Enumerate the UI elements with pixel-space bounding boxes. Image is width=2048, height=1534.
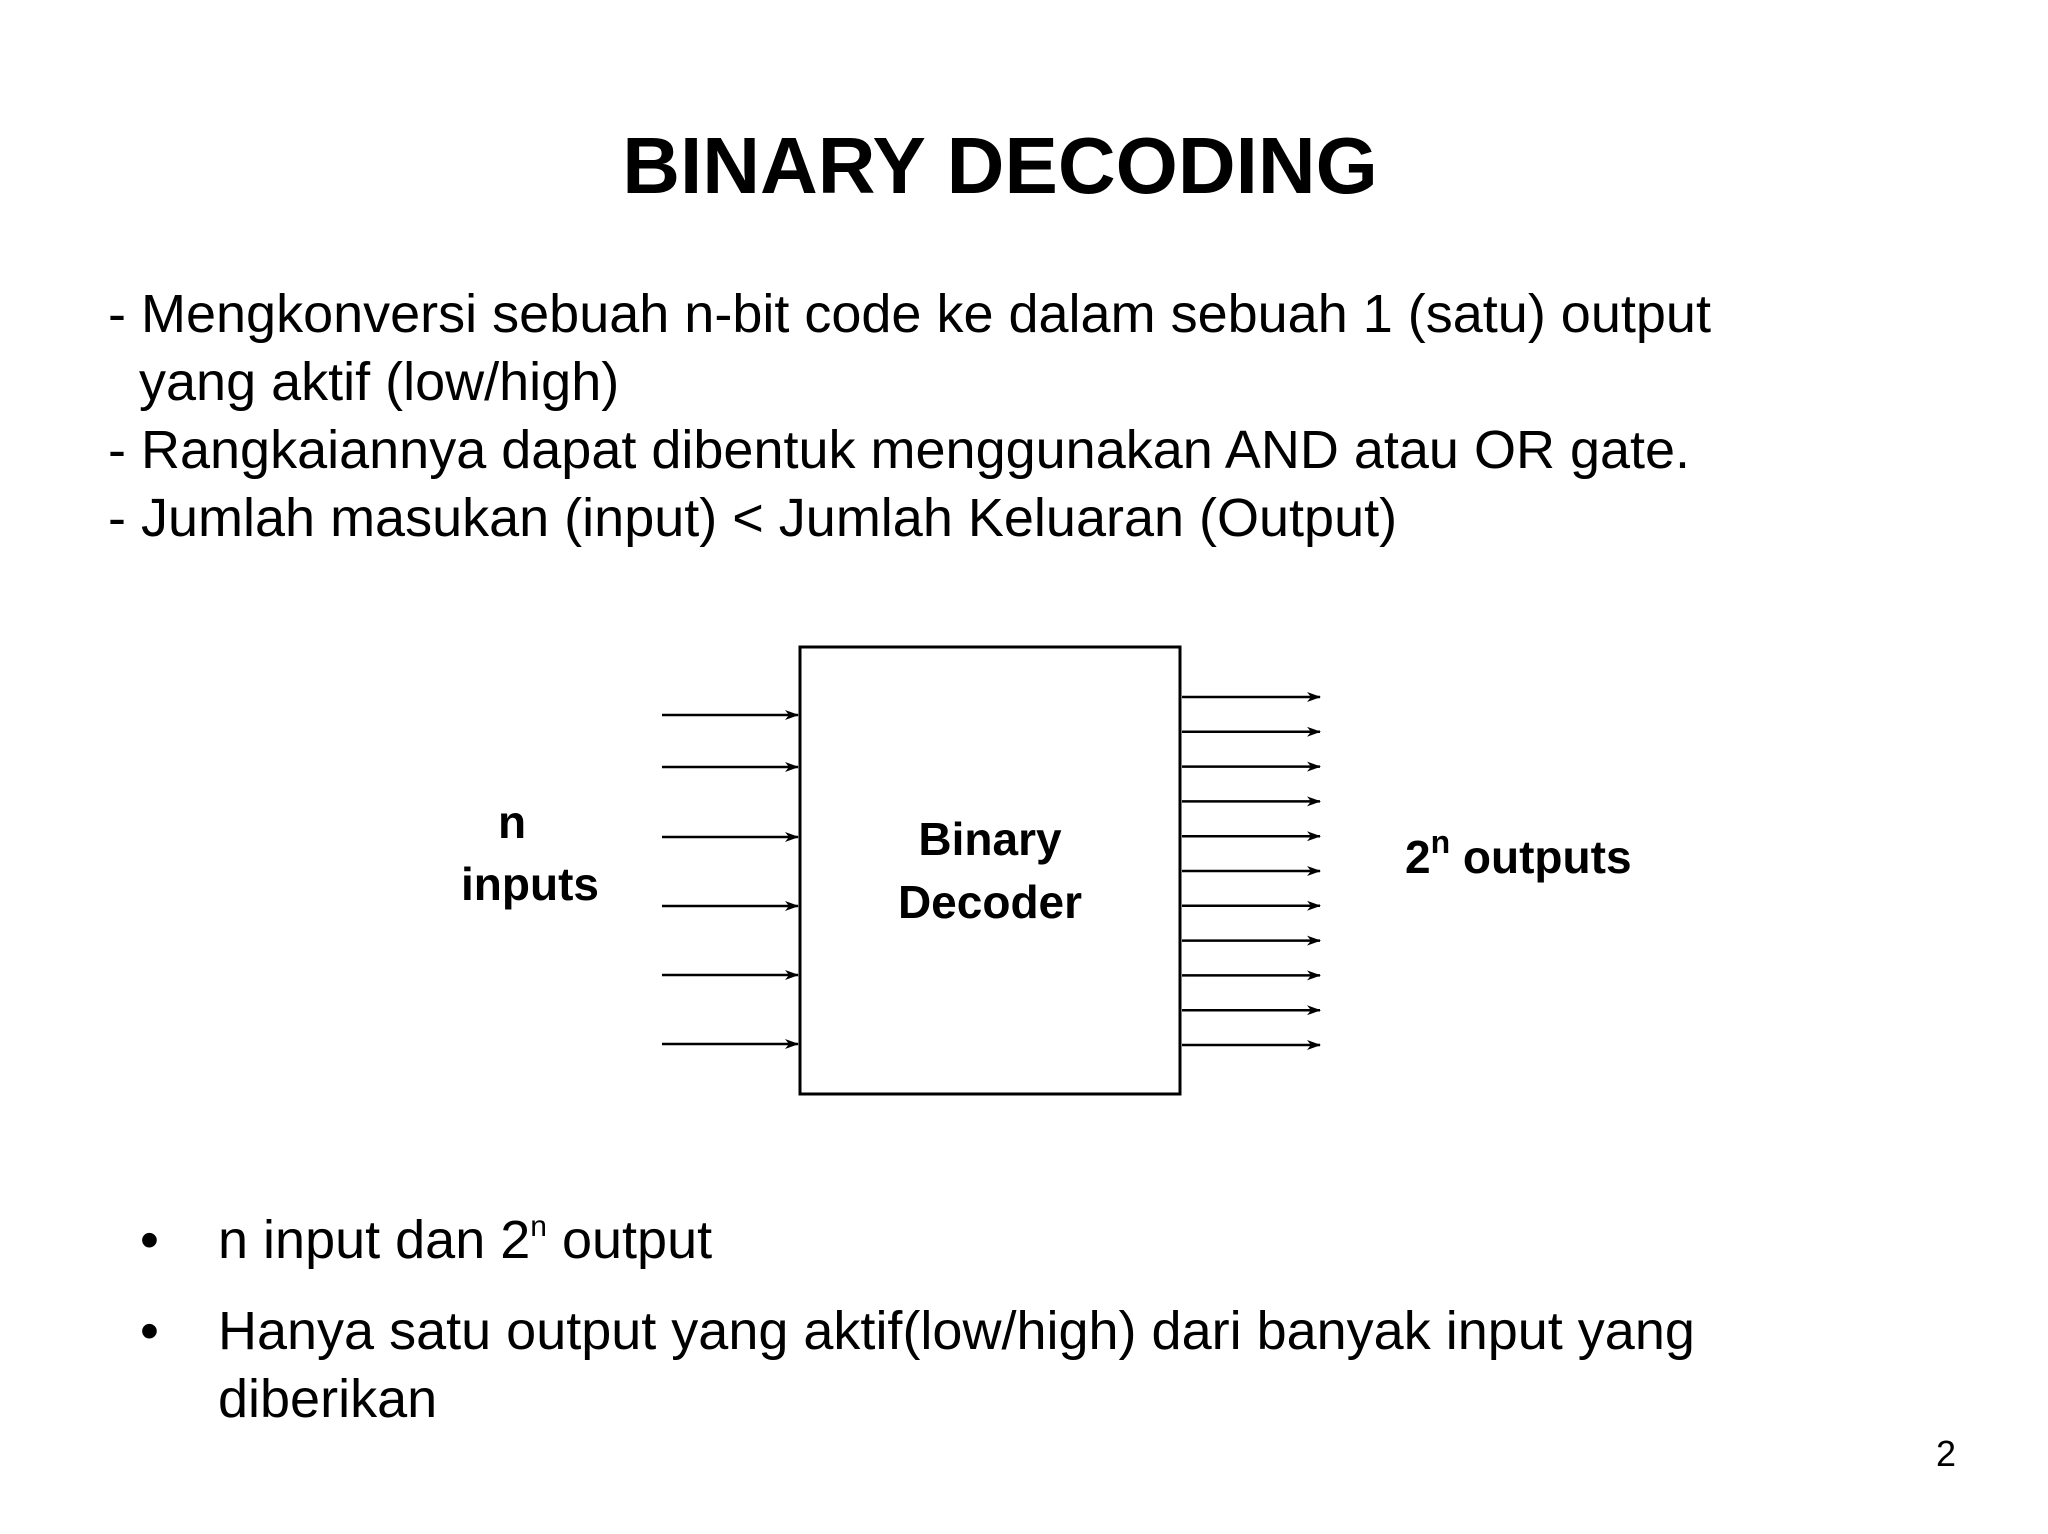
bullet-item-1: [140, 1206, 1840, 1283]
outputs-label: [1405, 824, 1632, 883]
page-number: 2: [1935, 1433, 1956, 1474]
bullet-2-text: Hanya satu output yang aktif(low/high) dari banyak input yang diberikan: [218, 1301, 1695, 1429]
outputs-label-text: outputs: [1450, 831, 1632, 883]
inputs-label-n: n: [497, 796, 527, 848]
output-arrows: [1182, 697, 1320, 1045]
bullet-1-text-post: output: [546, 1210, 713, 1270]
bullet-item-2: [140, 1297, 1840, 1433]
block-label-decoder: Decoder: [897, 876, 1083, 928]
slide-title: BINARY DECODING: [622, 121, 1378, 210]
outputs-label-base: 2: [1405, 831, 1431, 883]
point-1-line-1: - Mengkonversi sebuah n-bit code ke dalam sebuah 1 (satu) output: [108, 284, 1711, 344]
outputs-label-exponent: n: [1430, 824, 1451, 860]
point-3: - Jumlah masukan (input) < Jumlah Keluaran (Output): [108, 488, 1398, 548]
point-2: - Rangkaiannya dapat dibentuk menggunakan AND atau OR gate.: [108, 420, 1691, 480]
bullet-1-superscript: n: [530, 1210, 547, 1243]
input-arrows: [662, 715, 798, 1044]
bullet-dot-icon: •: [140, 1301, 159, 1361]
block-label-binary: Binary: [918, 813, 1062, 865]
bullet-dot-icon: •: [140, 1210, 159, 1270]
inputs-label-text: inputs: [461, 858, 599, 910]
bullet-list: [140, 1206, 1840, 1447]
point-1-line-2: yang aktif (low/high): [139, 352, 620, 412]
bullet-1-text-pre: n input dan 2: [218, 1210, 531, 1270]
decoder-block: [800, 647, 1180, 1094]
